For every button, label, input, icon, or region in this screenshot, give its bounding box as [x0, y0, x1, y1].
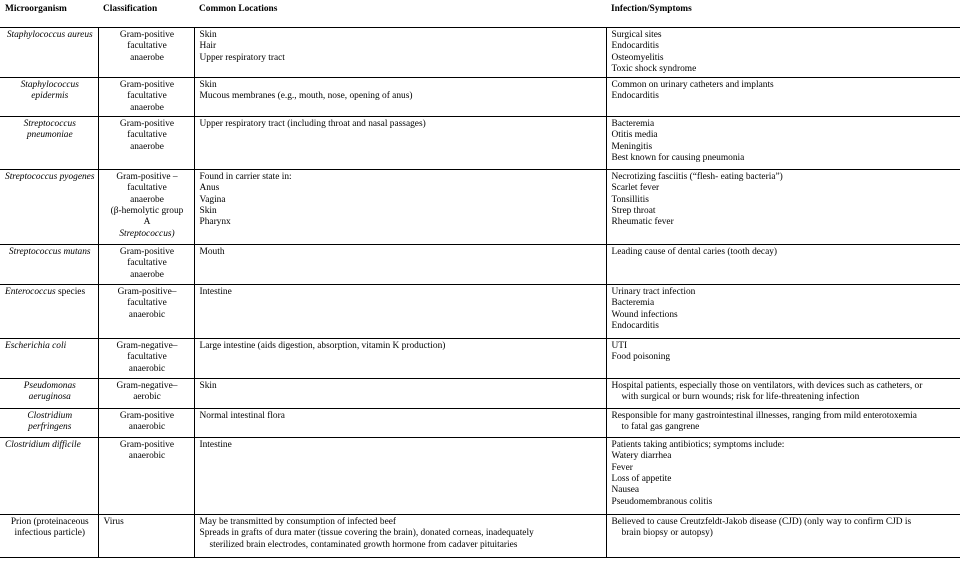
microorganism-cell: Escherichia coli: [0, 339, 98, 379]
symptom-line: Osteomyelitis: [611, 52, 664, 63]
symptom-line: Necrotizing fasciitis (“flesh- eating bacteria”): [611, 172, 783, 183]
classification-line: Gram-positive–: [117, 287, 177, 298]
location-line: sterilized brain electrodes, contaminated growth hormone from cadaver pituitaries: [209, 539, 518, 550]
table-row: [0, 285, 960, 339]
classification-line: Gram-positive: [119, 247, 175, 258]
microorganism-cell: Staphylococcus epidermis: [0, 78, 98, 117]
classification-line: facultative: [127, 41, 167, 52]
header-classification: Classification: [98, 0, 194, 28]
classification-cell: [98, 117, 194, 170]
classification-line: anaerobic: [128, 309, 166, 320]
microorganism-cell: Streptococcus mutans: [0, 245, 98, 285]
table-row: [0, 379, 960, 409]
symptom-line: Toxic shock syndrome: [611, 63, 697, 74]
symptom-line: Tonsillitis: [611, 194, 649, 205]
location-line: Anus: [199, 183, 220, 194]
symptom-line: to fatal gas gangrene: [621, 422, 700, 433]
classification-line: (β-hemolytic group: [110, 206, 184, 217]
classification-line: anaerobe: [130, 194, 164, 205]
table-row: [0, 245, 960, 285]
classification-line: Gram-positive: [119, 440, 175, 451]
location-line: Upper respiratory tract: [199, 52, 285, 63]
symptom-line: Nausea: [611, 485, 640, 496]
location-line: Found in carrier state in:: [199, 172, 292, 183]
classification-line: anaerobe: [130, 141, 164, 152]
classification-cell: [98, 438, 194, 515]
table-row: [0, 438, 960, 515]
symptoms-cell: [606, 515, 960, 558]
classification-line: Gram-positive: [119, 411, 175, 422]
symptoms-cell: [606, 285, 960, 339]
classification-line: Gram-positive –: [116, 172, 178, 183]
classification-line: Gram-positive: [119, 119, 175, 130]
location-line: Mucous membranes (e.g., mouth, nose, opening of anus): [199, 91, 413, 102]
classification-cell: [98, 379, 194, 409]
classification-line: anaerobic: [128, 363, 166, 374]
microorganism-cell: Pseudomonas aeruginosa: [0, 379, 98, 409]
classification-cell: [98, 245, 194, 285]
location-line: Skin: [199, 381, 217, 392]
classification-line: Gram-negative–: [116, 341, 178, 352]
classification-cell: [98, 409, 194, 438]
location-line: Skin: [199, 30, 217, 40]
classification-line: anaerobe: [130, 269, 164, 280]
symptoms-cell: [606, 170, 960, 245]
classification-line: facultative: [127, 298, 167, 309]
classification-line: facultative: [127, 130, 167, 141]
location-line: Mouth: [199, 247, 225, 258]
location-line: Spreads in grafts of dura mater (tissue covering the brain), donated corneas, inadequately: [199, 528, 534, 539]
microorganism-cell: [0, 285, 98, 339]
classification-line: anaerobe: [130, 102, 164, 113]
locations-cell: [194, 379, 606, 409]
locations-cell: [194, 78, 606, 117]
symptom-line: Surgical sites: [611, 30, 662, 40]
symptom-line: Believed to cause Creutzfeldt-Jakob disease (CJD) (only way to confirm CJD is: [611, 517, 912, 528]
location-line: Pharynx: [199, 217, 231, 228]
microorganism-cell: Staphylococcus aureus: [0, 28, 98, 78]
symptom-line: Common on urinary catheters and implants: [611, 80, 774, 91]
table-row: [0, 170, 960, 245]
symptoms-cell: [606, 245, 960, 285]
locations-cell: [194, 515, 606, 558]
classification-line: Streptococcus): [119, 228, 175, 239]
locations-cell: [194, 245, 606, 285]
microorganism-cell: Prion (proteinaceous infectious particle): [0, 515, 98, 558]
symptom-line: Otitis media: [611, 130, 658, 141]
symptoms-cell: [606, 78, 960, 117]
symptom-line: Endocarditis: [611, 321, 659, 332]
classification-line: Gram-negative–: [116, 381, 178, 392]
symptom-line: Loss of appetite: [611, 474, 672, 485]
symptoms-cell: [606, 438, 960, 515]
location-line: Hair: [199, 41, 217, 52]
symptom-line: Endocarditis: [611, 91, 659, 102]
location-line: Upper respiratory tract (including throat and nasal passages): [199, 119, 426, 130]
symptom-line: Hospital patients, especially those on ventilators, with devices such as catheters, or: [611, 381, 923, 392]
classification-cell: [98, 28, 194, 78]
organism-suffix: species: [55, 287, 86, 298]
table-row: [0, 78, 960, 117]
symptom-line: Best known for causing pneumonia: [611, 153, 745, 164]
symptom-line: Patients taking antibiotics; symptoms include:: [611, 440, 785, 451]
location-line: Intestine: [199, 440, 232, 451]
symptom-line: Leading cause of dental caries (tooth decay): [611, 247, 778, 258]
classification-line: anaerobic: [128, 422, 166, 433]
header-microorganism: Microorganism: [0, 0, 98, 28]
symptom-line: Scarlet fever: [611, 183, 660, 194]
classification-line: facultative: [127, 258, 167, 269]
locations-cell: [194, 285, 606, 339]
locations-cell: [194, 28, 606, 78]
symptom-line: Responsible for many gastrointestinal illnesses, ranging from mild enterotoxemia: [611, 411, 917, 422]
location-line: Vagina: [199, 194, 226, 205]
microorganism-cell: Clostridium perfringens: [0, 409, 98, 438]
header-row: [0, 0, 960, 28]
classification-line: A: [143, 217, 151, 228]
symptoms-cell: [606, 379, 960, 409]
classification-cell: [98, 78, 194, 117]
symptoms-cell: [606, 28, 960, 78]
header-common-locations: Common Locations: [194, 0, 606, 28]
classification-line: Gram-positive: [119, 30, 175, 40]
location-line: May be transmitted by consumption of infected beef: [199, 517, 397, 528]
symptom-line: with surgical or burn wounds; risk for life-threatening infection: [621, 392, 860, 403]
classification-line: Gram-positive: [119, 80, 175, 91]
microorganism-cell: Streptococcus pneumoniae: [0, 117, 98, 170]
symptom-line: Fever: [611, 462, 633, 473]
table-row: [0, 515, 960, 558]
classification-line: anaerobic: [128, 451, 166, 462]
classification-line: facultative: [127, 352, 167, 363]
locations-cell: [194, 117, 606, 170]
header-infection-symptoms: Infection/Symptoms: [606, 0, 960, 28]
symptom-line: Strep throat: [611, 206, 656, 217]
symptom-line: Food poisoning: [611, 352, 671, 363]
classification-cell: [98, 170, 194, 245]
classification-cell: [98, 285, 194, 339]
location-line: Skin: [199, 206, 217, 217]
location-line: Skin: [199, 80, 217, 91]
table-row: [0, 409, 960, 438]
classification-cell: [98, 339, 194, 379]
microorganism-cell: Streptococcus pyogenes: [0, 170, 98, 245]
symptoms-cell: [606, 117, 960, 170]
classification-line: facultative: [127, 91, 167, 102]
locations-cell: [194, 339, 606, 379]
location-line: Normal intestinal flora: [199, 411, 285, 422]
locations-cell: [194, 438, 606, 515]
symptom-line: Pseudomembranous colitis: [611, 496, 713, 507]
locations-cell: [194, 409, 606, 438]
symptoms-cell: [606, 409, 960, 438]
symptom-line: Endocarditis: [611, 41, 659, 52]
symptom-line: UTI: [611, 341, 628, 352]
table-row: [0, 28, 960, 78]
symptom-line: Rheumatic fever: [611, 217, 674, 228]
classification-line: aerobic: [133, 392, 161, 403]
location-line: Large intestine (aids digestion, absorption, vitamin K production): [199, 341, 446, 352]
classification-line: anaerobe: [130, 52, 164, 63]
classification-cell: [98, 515, 194, 558]
classification-line: Virus: [103, 517, 124, 528]
organism-name: Enterococcus: [5, 287, 56, 298]
symptoms-cell: [606, 339, 960, 379]
classification-line: facultative: [127, 183, 167, 194]
symptom-line: Urinary tract infection: [611, 287, 696, 298]
location-line: Intestine: [199, 287, 232, 298]
locations-cell: [194, 170, 606, 245]
table-row: [0, 339, 960, 379]
symptom-line: Bacteremia: [611, 119, 655, 130]
symptom-line: Watery diarrhea: [611, 451, 672, 462]
symptom-line: Wound infections: [611, 309, 678, 320]
symptom-line: Meningitis: [611, 141, 653, 152]
symptom-line: brain biopsy or autopsy): [621, 528, 713, 539]
symptom-line: Bacteremia: [611, 298, 655, 309]
table-row: [0, 117, 960, 170]
microorganism-cell: Clostridium difficile: [0, 438, 98, 515]
